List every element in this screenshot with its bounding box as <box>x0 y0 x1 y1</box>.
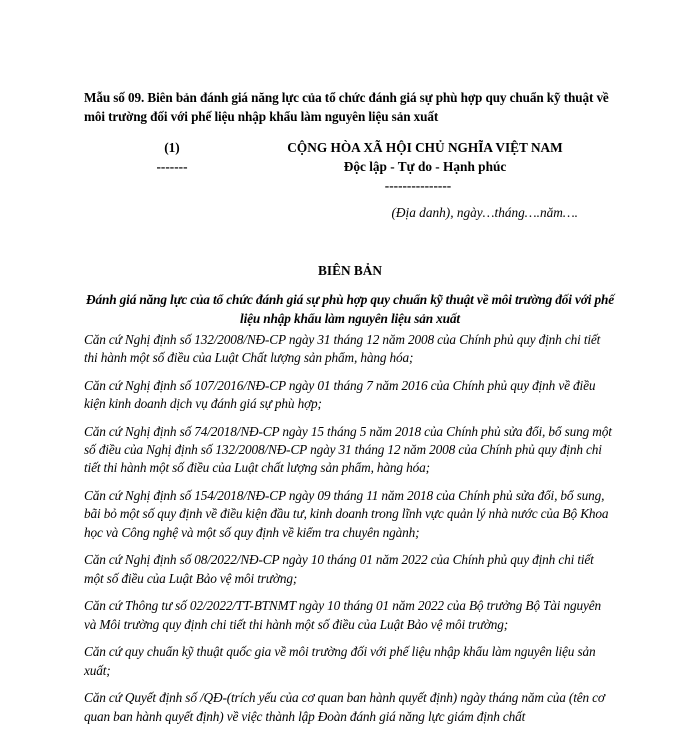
issuer-divider: ------- <box>156 159 188 174</box>
legal-basis-item: Căn cứ Nghị định số 74/2018/NĐ-CP ngày 15 tháng 5 năm 2018 của Chính phủ sửa đổi, bổ sung một số điều của Nghị định số 132/2008/NĐ-CP ngày 31 tháng 12 năm 2008 của Chính phủ quy định chi tiết thi hành một số điều của Luật chất lượng sản phẩm, hàng hóa; <box>84 424 612 476</box>
place-date-line: (Địa danh), ngày…tháng….năm…. <box>391 205 578 220</box>
legal-basis-item: Căn cứ Nghị định số 08/2022/NĐ-CP ngày 10 tháng 01 năm 2022 của Chính phủ quy định chi tiết một số điều của Luật Bảo vệ môi trường; <box>84 552 594 586</box>
legal-basis-item: Căn cứ Nghị định số 107/2016/NĐ-CP ngày 01 tháng 7 năm 2016 của Chính phủ quy định về điều kiện kinh doanh dịch vụ đánh giá sự phù hợp; <box>84 378 596 412</box>
legal-basis-item: Căn cứ quy chuẩn kỹ thuật quốc gia về môi trường đối với phế liệu nhập khẩu làm nguyên liệu sản xuất; <box>84 644 596 678</box>
legal-basis-item: Căn cứ Quyết định số /QĐ-(trích yếu của cơ quan ban hành quyết định) ngày tháng năm của (tên cơ quan ban hành quyết định) về việc thành lập Đoàn đánh giá năng lực giám định chất <box>84 690 605 724</box>
form-title: Mẫu số 09. Biên bản đánh giá năng lực của tổ chức đánh giá sự phù hợp quy chuẩn kỹ thuật về môi trường đối với phế liệu nhập khẩu làm nguyên liệu sản xuất <box>84 90 609 124</box>
document-subtitle: Đánh giá năng lực của tổ chức đánh giá sự phù hợp quy chuẩn kỹ thuật về môi trường đối với phế liệu nhập khẩu làm nguyên liệu sản xuất <box>86 292 614 326</box>
legal-basis-item: Căn cứ Nghị định số 154/2018/NĐ-CP ngày 09 tháng 11 năm 2018 của Chính phủ sửa đổi, bổ sung, bãi bỏ một số quy định về điều kiện đầu tư, kinh doanh trong lĩnh vực quản lý nhà nước của Bộ Khoa học và Công nghệ và một số quy định về kiểm tra chuyên ngành; <box>84 488 609 540</box>
legal-basis-item: Căn cứ Nghị định số 132/2008/NĐ-CP ngày 31 tháng 12 năm 2008 của Chính phủ quy định chi tiết thi hành một số điều của Luật Chất lượng sản phẩm, hàng hóa; <box>84 332 601 366</box>
legal-basis-list <box>84 331 616 735</box>
issuer-block <box>140 138 204 176</box>
national-header <box>250 138 600 195</box>
nation-name: CỘNG HÒA XÃ HỘI CHỦ NGHĨA VIỆT NAM <box>287 140 563 155</box>
national-motto: Độc lập - Tự do - Hạnh phúc <box>343 159 507 174</box>
legal-basis-item: Căn cứ Thông tư số 02/2022/TT-BTNMT ngày 10 tháng 01 năm 2022 của Bộ trưởng Bộ Tài nguyên và Môi trường quy định chi tiết thi hành một số điều của Luật Bảo vệ môi trường; <box>84 598 601 632</box>
issuer-code: (1) <box>164 140 180 155</box>
motto-divider: --------------- <box>384 178 452 193</box>
document-title: BIÊN BẢN <box>318 263 382 278</box>
